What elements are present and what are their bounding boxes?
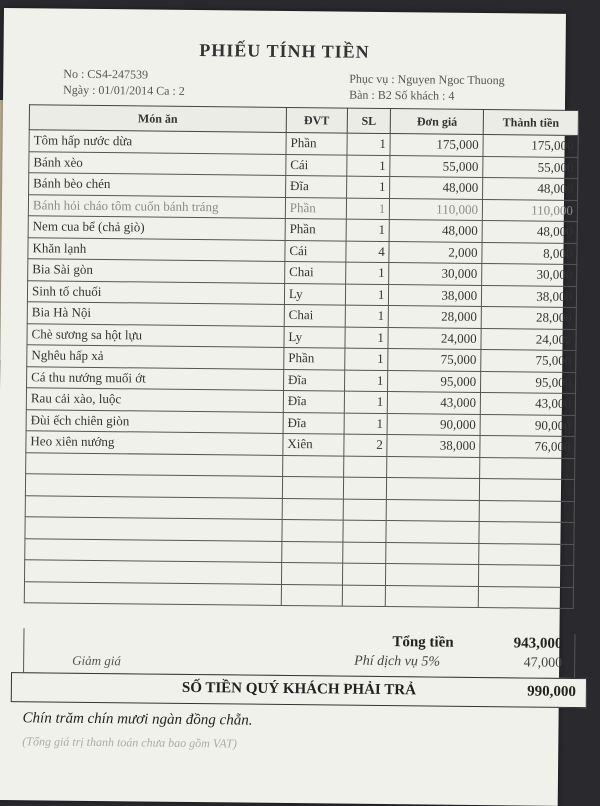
item-price: 43,000 xyxy=(388,392,481,414)
item-unit: Ly xyxy=(284,326,345,348)
item-price: 48,000 xyxy=(390,177,483,199)
item-unit: Xiên xyxy=(283,433,344,455)
empty-cell xyxy=(343,520,387,542)
server-name: Phục vụ : Nguyen Ngoc Thuong xyxy=(349,71,505,88)
item-name: Tôm hấp nước dừa xyxy=(29,130,286,154)
empty-cell xyxy=(343,456,387,478)
item-name: Khăn lạnh xyxy=(28,237,285,261)
empty-cell xyxy=(386,564,479,586)
empty-cell xyxy=(26,452,283,476)
column-header-qty: SL xyxy=(347,108,391,133)
amount-in-words: Chín trăm chín mươi ngàn đồng chẵn. xyxy=(22,710,253,729)
grand-total-box xyxy=(11,672,587,708)
empty-cell xyxy=(281,562,342,584)
item-unit: Cái xyxy=(285,240,346,262)
item-total: 95,000 xyxy=(481,371,576,393)
item-total: 8,000 xyxy=(482,242,577,264)
empty-cell xyxy=(283,455,344,477)
empty-cell xyxy=(25,517,282,541)
item-unit: Chai xyxy=(284,304,345,326)
item-price: 75,000 xyxy=(388,349,481,371)
empty-cell xyxy=(25,474,282,498)
item-name: Nghêu hấp xả xyxy=(27,345,284,369)
item-qty: 1 xyxy=(344,391,388,413)
vat-note: (Tổng giá trị thanh toán chưa bao gồm VAT) xyxy=(22,734,237,751)
table-guests: Bàn : B2 Số khách : 4 xyxy=(349,87,455,103)
item-name: Rau cải xào, luộc xyxy=(26,388,283,412)
empty-cell xyxy=(480,457,575,479)
item-qty: 1 xyxy=(346,198,390,220)
empty-cell xyxy=(281,584,342,606)
subtotal-label: Tổng tiền xyxy=(392,634,454,651)
item-price: 110,000 xyxy=(390,198,483,220)
item-price: 30,000 xyxy=(389,263,482,285)
item-name: Nem cua bể (chả giò) xyxy=(28,216,285,240)
item-total: 43,000 xyxy=(480,393,575,415)
grand-total-value: 990,000 xyxy=(527,683,576,701)
item-qty: 1 xyxy=(346,176,390,198)
item-total: 48,000 xyxy=(483,178,578,200)
item-price: 24,000 xyxy=(388,327,481,349)
receipt-number: No : CS4-247539 xyxy=(63,66,149,82)
item-name: Chè sương sa hột lựu xyxy=(27,323,284,347)
item-qty: 1 xyxy=(346,219,390,241)
receipt-paper xyxy=(0,8,576,806)
subtotal-value: 943,000 xyxy=(513,635,563,652)
item-name: Bánh xèo xyxy=(29,151,286,175)
empty-cell xyxy=(342,585,386,607)
column-header-total: Thành tiền xyxy=(483,110,578,136)
item-unit: Chai xyxy=(285,261,346,283)
item-name: Bánh hỏi cháo tôm cuốn bánh tráng xyxy=(28,194,285,218)
empty-cell xyxy=(24,581,281,605)
item-qty: 1 xyxy=(347,133,391,155)
empty-cell xyxy=(25,538,282,562)
empty-cell xyxy=(25,495,282,519)
items-table xyxy=(24,104,579,609)
empty-cell xyxy=(479,522,574,544)
grand-total-label: SỐ TIỀN QUÝ KHÁCH PHẢI TRẢ xyxy=(181,679,417,699)
item-name: Bánh bèo chén xyxy=(29,173,286,197)
item-qty: 1 xyxy=(346,155,390,177)
item-unit: Phần xyxy=(284,347,345,369)
item-unit: Cái xyxy=(286,154,347,176)
item-price: 48,000 xyxy=(389,220,482,242)
item-unit: Đĩa xyxy=(283,412,344,434)
item-total: 75,000 xyxy=(481,350,576,372)
item-name: Heo xiên nướng xyxy=(26,431,283,455)
item-price: 28,000 xyxy=(389,306,482,328)
empty-cell xyxy=(387,478,480,500)
item-unit: Đĩa xyxy=(283,390,344,412)
totals-section xyxy=(23,628,575,679)
column-header-item: Món ăn xyxy=(29,105,286,133)
item-total: 76,000 xyxy=(480,436,575,458)
item-unit: Phần xyxy=(285,218,346,240)
item-price: 55,000 xyxy=(390,155,483,177)
empty-cell xyxy=(282,498,343,520)
empty-cell xyxy=(282,519,343,541)
discount-label: Giảm giá xyxy=(72,652,121,669)
item-total: 28,000 xyxy=(481,307,576,329)
item-total: 55,000 xyxy=(483,156,578,178)
item-price: 175,000 xyxy=(390,134,483,156)
item-price: 95,000 xyxy=(388,370,481,392)
item-name: Đùi ếch chiên giòn xyxy=(26,409,283,433)
item-price: 38,000 xyxy=(389,284,482,306)
empty-cell xyxy=(386,542,479,564)
item-name: Cá thu nướng muối ớt xyxy=(27,366,284,390)
empty-cell xyxy=(343,499,387,521)
item-unit: Phần xyxy=(286,132,347,154)
empty-cell xyxy=(342,563,386,585)
item-qty: 4 xyxy=(346,241,390,263)
item-qty: 1 xyxy=(344,370,388,392)
item-qty: 1 xyxy=(345,305,389,327)
empty-cell xyxy=(479,479,574,501)
item-unit: Ly xyxy=(284,283,345,305)
item-total: 175,000 xyxy=(483,135,578,157)
empty-cell xyxy=(479,565,574,587)
item-price: 2,000 xyxy=(389,241,482,263)
item-qty: 2 xyxy=(343,434,387,456)
empty-cell xyxy=(387,456,480,478)
item-total: 90,000 xyxy=(480,414,575,436)
item-name: Bia Sài gòn xyxy=(28,259,285,283)
empty-cell xyxy=(342,542,386,564)
empty-cell xyxy=(24,560,281,584)
column-header-price: Đơn giá xyxy=(391,109,484,135)
empty-cell xyxy=(479,500,574,522)
empty-cell xyxy=(386,521,479,543)
item-total: 38,000 xyxy=(481,285,576,307)
item-unit: Đĩa xyxy=(283,369,344,391)
item-price: 38,000 xyxy=(387,435,480,457)
receipt-date-shift: Ngày : 01/01/2014 Ca : 2 xyxy=(63,82,185,98)
empty-cell xyxy=(478,586,573,608)
empty-cell xyxy=(282,476,343,498)
item-total: 30,000 xyxy=(482,264,577,286)
item-qty: 1 xyxy=(345,262,389,284)
item-qty: 1 xyxy=(345,284,389,306)
item-name: Bia Hà Nội xyxy=(27,302,284,326)
item-total: 48,000 xyxy=(482,221,577,243)
column-header-unit: ĐVT xyxy=(286,107,347,133)
item-qty: 1 xyxy=(344,348,388,370)
item-qty: 1 xyxy=(344,413,388,435)
item-name: Sinh tố chuối xyxy=(27,280,284,304)
item-total: 110,000 xyxy=(482,199,577,221)
empty-cell xyxy=(343,477,387,499)
empty-cell xyxy=(282,541,343,563)
service-fee-label: Phí dịch vụ 5% xyxy=(354,653,441,670)
service-fee-value: 47,000 xyxy=(523,655,563,671)
empty-cell xyxy=(387,499,480,521)
item-unit: Phần xyxy=(285,197,346,219)
item-price: 90,000 xyxy=(387,413,480,435)
item-total: 24,000 xyxy=(481,328,576,350)
empty-cell xyxy=(386,585,479,607)
item-unit: Đĩa xyxy=(285,175,346,197)
empty-cell xyxy=(479,543,574,565)
empty-row xyxy=(24,581,573,608)
items-body xyxy=(24,130,578,609)
receipt-title: PHIẾU TÍNH TIỀN xyxy=(199,40,370,62)
item-qty: 1 xyxy=(345,327,389,349)
